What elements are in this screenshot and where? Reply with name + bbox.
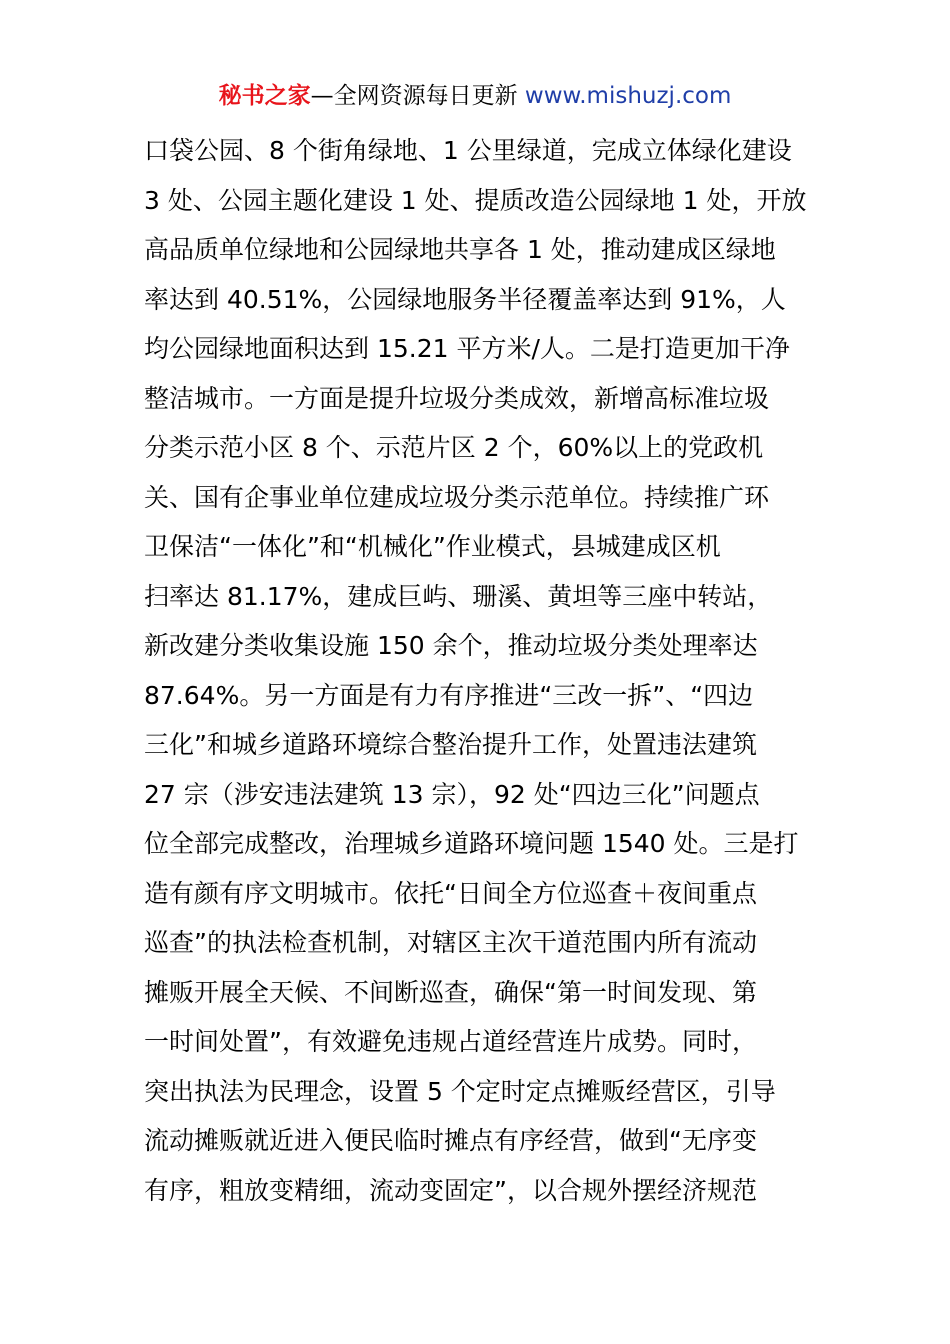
text-line: 关、国有企事业单位建成垃圾分类示范单位。持续推广环 xyxy=(144,482,770,512)
text-line: 高品质单位绿地和公园绿地共享各 1 处，推动建成区绿地 xyxy=(144,235,776,264)
text-line: 整洁城市。一方面是提升垃圾分类成效，新增高标准垃圾 xyxy=(144,383,770,413)
site-url-link[interactable]: www.mishuzj.com xyxy=(524,83,732,109)
text-line: 新改建分类收集设施 150 余个，推动垃圾分类处理率达 xyxy=(144,631,758,660)
text-line: 突出执法为民理念，设置 5 个定时定点摊贩经营区，引导 xyxy=(144,1076,776,1106)
text-line: 摊贩开展全天候、不间断巡查，确保“第一时间发现、第 xyxy=(144,977,757,1007)
site-brand: 秘书之家 xyxy=(218,83,311,109)
text-line: 87.64%。另一方面是有力有序推进“三改一拆”、“四边 xyxy=(144,680,754,710)
text-line: 均公园绿地面积达到 15.21 平方米/人。二是打造更加干净 xyxy=(144,334,790,363)
text-line: 扫率达 81.17%，建成巨屿、珊溪、黄坦等三座中转站， xyxy=(144,581,773,611)
text-line: 率达到 40.51%，公园绿地服务半径覆盖率达到 91%，人 xyxy=(144,284,786,314)
text-line: 巡查”的执法检查机制，对辖区主次干道范围内所有流动 xyxy=(144,928,757,957)
site-slogan: —全网资源每日更新 xyxy=(310,83,518,109)
text-line: 三化”和城乡道路环境综合整治提升工作，处置违法建筑 xyxy=(144,730,757,759)
page-header xyxy=(0,80,950,112)
text-line: 位全部完成整改，治理城乡道路环境问题 1540 处。三是打 xyxy=(144,829,799,858)
text-line: 口袋公园、8 个街角绿地、1 公里绿道，完成立体绿化建设 xyxy=(144,136,792,165)
text-line: 有序，粗放变精细，流动变固定”，以合规外摆经济规范 xyxy=(144,1175,757,1205)
text-line: 分类示范小区 8 个、示范片区 2 个，60%以上的党政机 xyxy=(144,433,764,462)
text-line: 3 处、公园主题化建设 1 处、提质改造公园绿地 1 处，开放 xyxy=(144,185,807,215)
document-body xyxy=(144,126,814,1215)
text-line: 造有颜有序文明城市。依托“日间全方位巡查＋夜间重点 xyxy=(144,878,757,908)
text-line: 27 宗（涉安违法建筑 13 宗），92 处“四边三化”问题点 xyxy=(144,779,760,809)
text-line: 流动摊贩就近进入便民临时摊点有序经营，做到“无序变 xyxy=(144,1126,757,1155)
text-line: 一时间处置”，有效避免违规占道经营连片成势。同时， xyxy=(144,1027,757,1056)
text-line: 卫保洁“一体化”和“机械化”作业模式，县城建成区机 xyxy=(144,532,721,561)
